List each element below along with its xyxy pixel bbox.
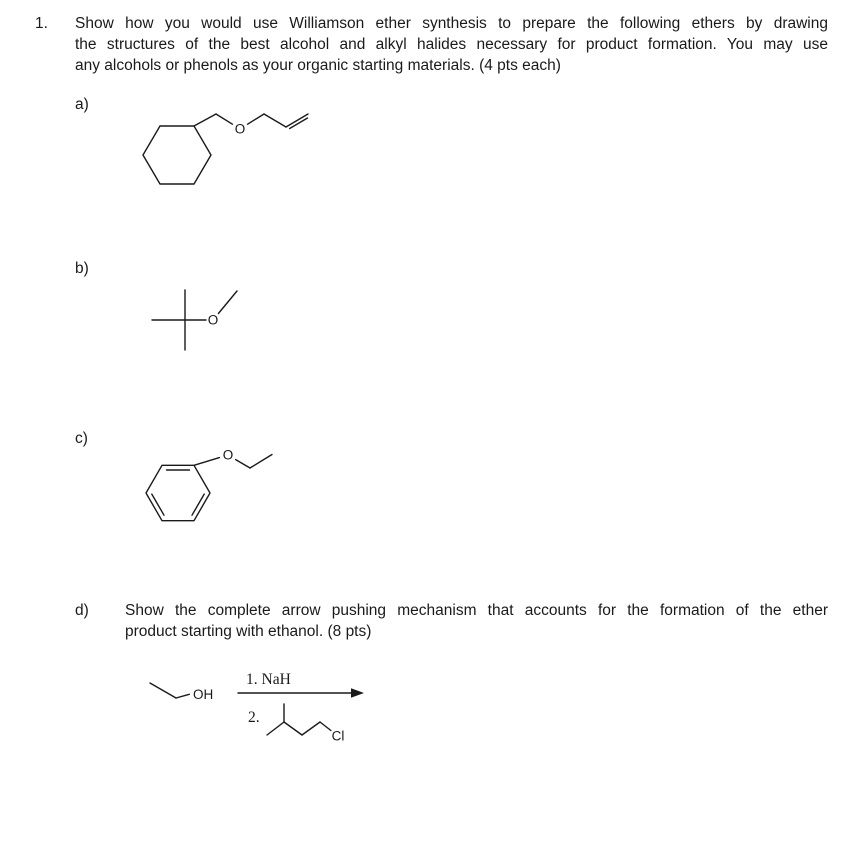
question-text-line-2: the structures of the best alcohol and alkyl halides necessary for product formation. You may use — [75, 36, 828, 53]
step1-label: 1. NaH — [246, 671, 291, 688]
part-b-label: b) — [75, 260, 89, 277]
reaction-scheme-ethanol-nah-alkyl-chloride — [140, 660, 380, 760]
question-text-line-1: Show how you would use Williamson ether synthesis to prepare the following ethers by drawing — [75, 15, 828, 32]
step2-label: 2. — [248, 709, 260, 726]
ether-chain-bonds — [194, 114, 308, 129]
part-d-text-line-1: Show the complete arrow pushing mechanism that accounts for the formation of the ether — [125, 602, 828, 619]
chloride-label: Cl — [331, 728, 345, 744]
reaction-arrow — [238, 688, 364, 698]
oxygen-label-b: O — [207, 312, 219, 328]
part-d-label: d) — [75, 602, 89, 619]
oxygen-label-a: O — [234, 121, 246, 137]
oxygen-label-c: O — [222, 447, 234, 463]
tert-butyl-bonds — [152, 290, 237, 350]
alkyl-chloride-structure — [267, 704, 344, 744]
structure-a-cyclohexylmethyl-allyl-ether — [140, 108, 330, 200]
question-number: 1. — [35, 15, 48, 32]
structure-b-tert-butyl-methyl-ether — [145, 280, 255, 365]
part-a-label: a) — [75, 96, 89, 113]
benzene-ring — [146, 465, 210, 520]
part-d-text — [125, 600, 828, 642]
ethanol-structure — [150, 683, 213, 702]
question-text-line-3: any alcohols or phenols as your organic starting materials. (4 pts each) — [75, 57, 561, 74]
part-c-label: c) — [75, 430, 88, 447]
question-text — [75, 13, 828, 76]
hydroxyl-label: OH — [193, 687, 214, 702]
part-d-text-line-2: product starting with ethanol. (8 pts) — [125, 623, 372, 640]
structure-c-ethyl-phenyl-ether — [138, 438, 303, 540]
cyclohexane-ring — [143, 126, 211, 184]
